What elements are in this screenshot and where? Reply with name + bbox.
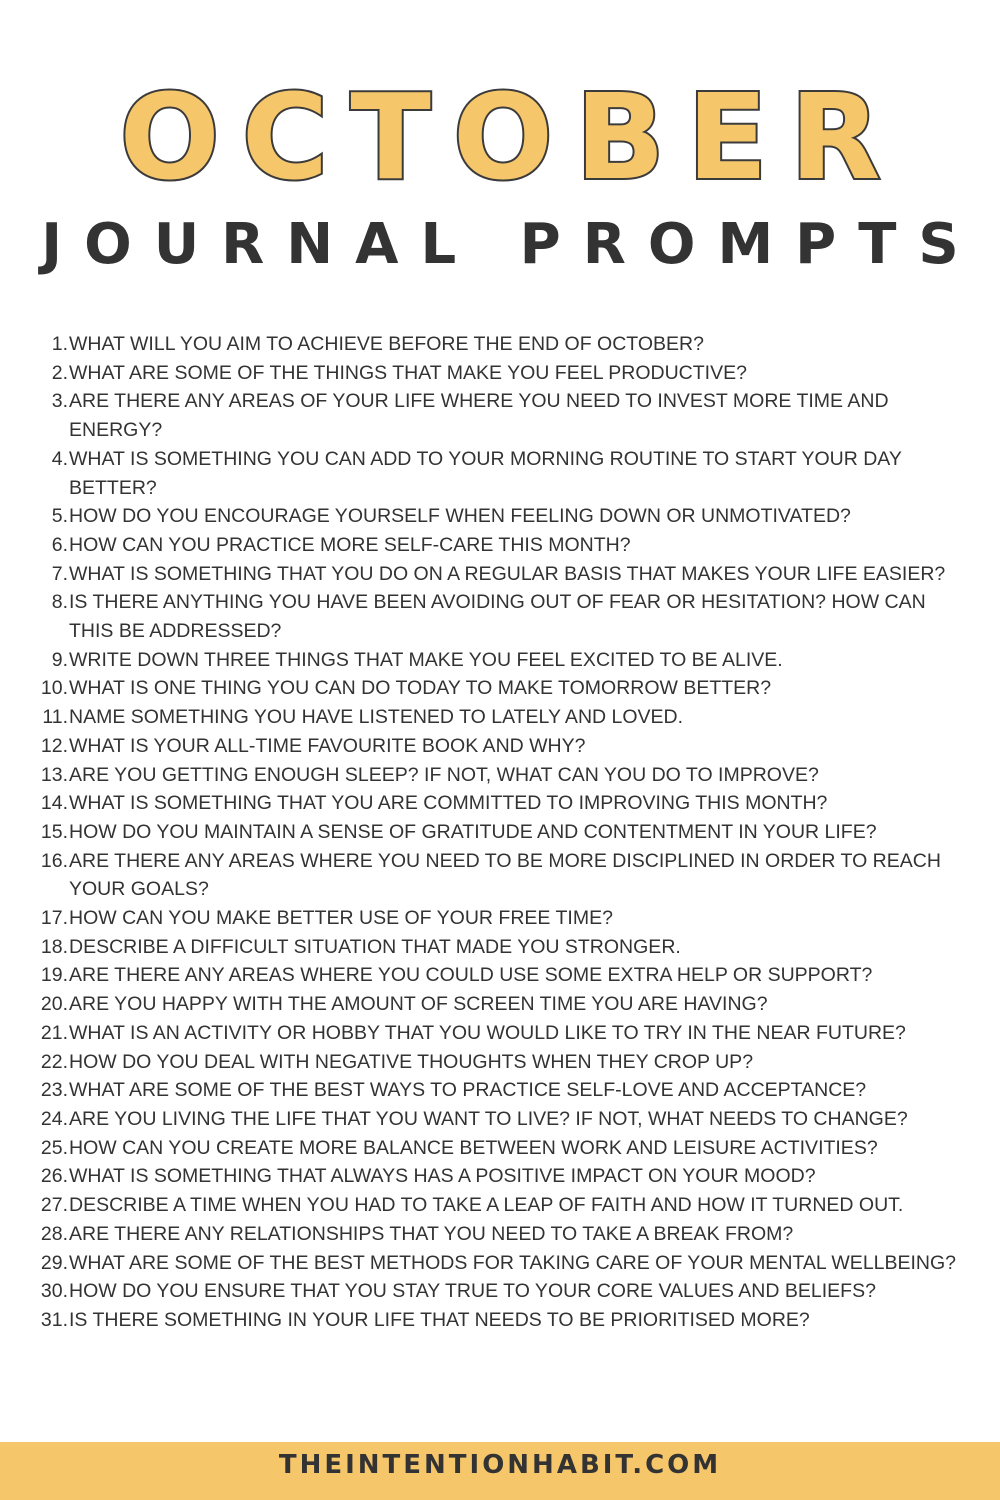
prompt-number: 30. bbox=[40, 1280, 68, 1303]
prompt-number: 14. bbox=[40, 792, 68, 815]
prompt-text: HOW DO YOU MAINTAIN A SENSE OF GRATITUDE AND CONTENTMENT IN YOUR LIFE? bbox=[69, 820, 877, 843]
prompt-text: WHAT IS SOMETHING THAT ALWAYS HAS A POSITIVE IMPACT ON YOUR MOOD? bbox=[69, 1165, 816, 1188]
list-item bbox=[30, 703, 970, 732]
prompt-text: WHAT ARE SOME OF THE THINGS THAT MAKE YOU FEEL PRODUCTIVE? bbox=[69, 361, 747, 384]
list-item bbox=[30, 674, 970, 703]
list-item bbox=[30, 330, 970, 359]
prompt-number: 7. bbox=[51, 562, 68, 585]
list-item bbox=[30, 1191, 970, 1220]
prompt-text: IS THERE SOMETHING IN YOUR LIFE THAT NEEDS TO BE PRIORITISED MORE? bbox=[69, 1308, 810, 1331]
prompt-number: 22. bbox=[40, 1050, 68, 1073]
list-item bbox=[30, 588, 970, 645]
list-item bbox=[30, 1019, 970, 1048]
prompt-text: ARE THERE ANY AREAS WHERE YOU COULD USE SOME EXTRA HELP OR SUPPORT? bbox=[69, 964, 873, 987]
prompt-text: WHAT IS SOMETHING THAT YOU DO ON A REGULAR BASIS THAT MAKES YOUR LIFE EASIER? bbox=[69, 562, 946, 585]
page-subtitle: JOURNAL PROMPTS bbox=[41, 212, 981, 277]
prompt-text: DESCRIBE A DIFFICULT SITUATION THAT MADE YOU STRONGER. bbox=[69, 935, 681, 958]
list-item bbox=[30, 531, 970, 560]
list-item bbox=[30, 761, 970, 790]
list-item bbox=[30, 1277, 970, 1306]
prompt-number: 13. bbox=[40, 763, 68, 786]
prompt-text: WHAT IS AN ACTIVITY OR HOBBY THAT YOU WOULD LIKE TO TRY IN THE NEAR FUTURE? bbox=[69, 1021, 906, 1044]
list-item bbox=[30, 1220, 970, 1249]
list-item bbox=[30, 1306, 970, 1335]
prompt-number: 18. bbox=[40, 935, 68, 958]
prompt-text: NAME SOMETHING YOU HAVE LISTENED TO LATELY AND LOVED. bbox=[69, 706, 684, 729]
list-item bbox=[30, 560, 970, 589]
prompt-text: ARE THERE ANY AREAS OF YOUR LIFE WHERE YOU NEED TO INVEST MORE TIME AND ENERGY? bbox=[69, 390, 889, 442]
prompt-text: HOW CAN YOU PRACTICE MORE SELF-CARE THIS MONTH? bbox=[69, 533, 631, 556]
prompt-number: 5. bbox=[51, 505, 68, 528]
prompt-number: 27. bbox=[40, 1194, 68, 1217]
list-item bbox=[30, 1105, 970, 1134]
prompt-text: WHAT WILL YOU AIM TO ACHIEVE BEFORE THE END OF OCTOBER? bbox=[69, 333, 704, 355]
prompt-number: 28. bbox=[40, 1222, 68, 1245]
list-item bbox=[30, 904, 970, 933]
prompt-number: 29. bbox=[40, 1251, 68, 1274]
list-item bbox=[30, 732, 970, 761]
prompt-text: WHAT ARE SOME OF THE BEST METHODS FOR TAKING CARE OF YOUR MENTAL WELLBEING? bbox=[69, 1251, 957, 1274]
prompt-number: 12. bbox=[40, 734, 68, 757]
list-item bbox=[30, 445, 970, 502]
prompt-text: ARE YOU HAPPY WITH THE AMOUNT OF SCREEN TIME YOU ARE HAVING? bbox=[69, 993, 768, 1016]
prompt-number: 9. bbox=[51, 648, 68, 671]
prompt-text: ARE THERE ANY AREAS WHERE YOU NEED TO BE MORE DISCIPLINED IN ORDER TO REACH YOUR GOALS? bbox=[69, 849, 941, 901]
prompt-number: 3. bbox=[51, 390, 68, 413]
prompt-text: WHAT IS SOMETHING THAT YOU ARE COMMITTED TO IMPROVING THIS MONTH? bbox=[69, 792, 828, 815]
prompt-text: HOW CAN YOU CREATE MORE BALANCE BETWEEN WORK AND LEISURE ACTIVITIES? bbox=[69, 1136, 878, 1159]
list-item bbox=[30, 818, 970, 847]
list-item bbox=[30, 387, 970, 444]
list-item bbox=[30, 847, 970, 904]
prompt-text: WHAT ARE SOME OF THE BEST WAYS TO PRACTICE SELF-LOVE AND ACCEPTANCE? bbox=[69, 1079, 867, 1102]
page-title: OCTOBER bbox=[119, 68, 903, 206]
prompt-text: ARE YOU LIVING THE LIFE THAT YOU WANT TO LIVE? IF NOT, WHAT NEEDS TO CHANGE? bbox=[69, 1107, 908, 1130]
prompt-number: 23. bbox=[40, 1079, 68, 1102]
prompt-number: 11. bbox=[42, 706, 68, 729]
prompt-text: WRITE DOWN THREE THINGS THAT MAKE YOU FEEL EXCITED TO BE ALIVE. bbox=[69, 648, 783, 671]
list-item bbox=[30, 359, 970, 388]
prompt-number: 21. bbox=[40, 1021, 68, 1044]
prompt-number: 24. bbox=[40, 1107, 68, 1130]
prompt-text: HOW DO YOU ENCOURAGE YOURSELF WHEN FEELING DOWN OR UNMOTIVATED? bbox=[69, 505, 851, 528]
prompt-text: HOW DO YOU ENSURE THAT YOU STAY TRUE TO YOUR CORE VALUES AND BELIEFS? bbox=[69, 1280, 876, 1303]
prompt-number: 10. bbox=[40, 677, 68, 700]
prompt-text: HOW CAN YOU MAKE BETTER USE OF YOUR FREE TIME? bbox=[69, 907, 613, 930]
prompt-text: WHAT IS ONE THING YOU CAN DO TODAY TO MAKE TOMORROW BETTER? bbox=[69, 677, 772, 700]
prompt-number: 17. bbox=[40, 907, 68, 930]
prompt-number: 1. bbox=[51, 333, 68, 355]
list-item bbox=[30, 990, 970, 1019]
prompt-number: 15. bbox=[40, 820, 68, 843]
prompt-text: WHAT IS SOMETHING YOU CAN ADD TO YOUR MORNING ROUTINE TO START YOUR DAY BETTER? bbox=[69, 447, 902, 499]
prompt-text: IS THERE ANYTHING YOU HAVE BEEN AVOIDING OUT OF FEAR OR HESITATION? HOW CAN THIS BE ADDRESSED? bbox=[69, 591, 926, 643]
prompt-number: 25. bbox=[40, 1136, 68, 1159]
prompt-number: 20. bbox=[40, 993, 68, 1016]
prompt-number: 31. bbox=[40, 1308, 68, 1331]
prompt-number: 19. bbox=[40, 964, 68, 987]
list-item bbox=[30, 961, 970, 990]
prompt-number: 4. bbox=[51, 447, 68, 470]
prompt-text: DESCRIBE A TIME WHEN YOU HAD TO TAKE A LEAP OF FAITH AND HOW IT TURNED OUT. bbox=[69, 1194, 904, 1217]
list-item bbox=[30, 789, 970, 818]
footer-bar bbox=[0, 1442, 1000, 1500]
prompt-text: WHAT IS YOUR ALL-TIME FAVOURITE BOOK AND WHY? bbox=[69, 734, 586, 757]
prompt-number: 16. bbox=[40, 849, 68, 872]
list-item bbox=[30, 646, 970, 675]
list-item bbox=[30, 1249, 970, 1278]
prompt-number: 2. bbox=[51, 361, 68, 384]
prompt-text: ARE THERE ANY RELATIONSHIPS THAT YOU NEED TO TAKE A BREAK FROM? bbox=[69, 1222, 794, 1245]
prompt-number: 26. bbox=[40, 1165, 68, 1188]
prompt-number: 8. bbox=[51, 591, 68, 614]
list-item bbox=[30, 502, 970, 531]
prompt-number: 6. bbox=[51, 533, 68, 556]
prompt-list bbox=[30, 330, 970, 1335]
prompt-text: HOW DO YOU DEAL WITH NEGATIVE THOUGHTS WHEN THEY CROP UP? bbox=[69, 1050, 754, 1073]
list-item bbox=[30, 1134, 970, 1163]
list-item bbox=[30, 933, 970, 962]
list-item bbox=[30, 1048, 970, 1077]
list-item bbox=[30, 1162, 970, 1191]
prompt-text: ARE YOU GETTING ENOUGH SLEEP? IF NOT, WHAT CAN YOU DO TO IMPROVE? bbox=[69, 763, 819, 786]
footer-website[interactable]: THEINTENTIONHABIT.COM bbox=[278, 1450, 722, 1480]
list-item bbox=[30, 1076, 970, 1105]
